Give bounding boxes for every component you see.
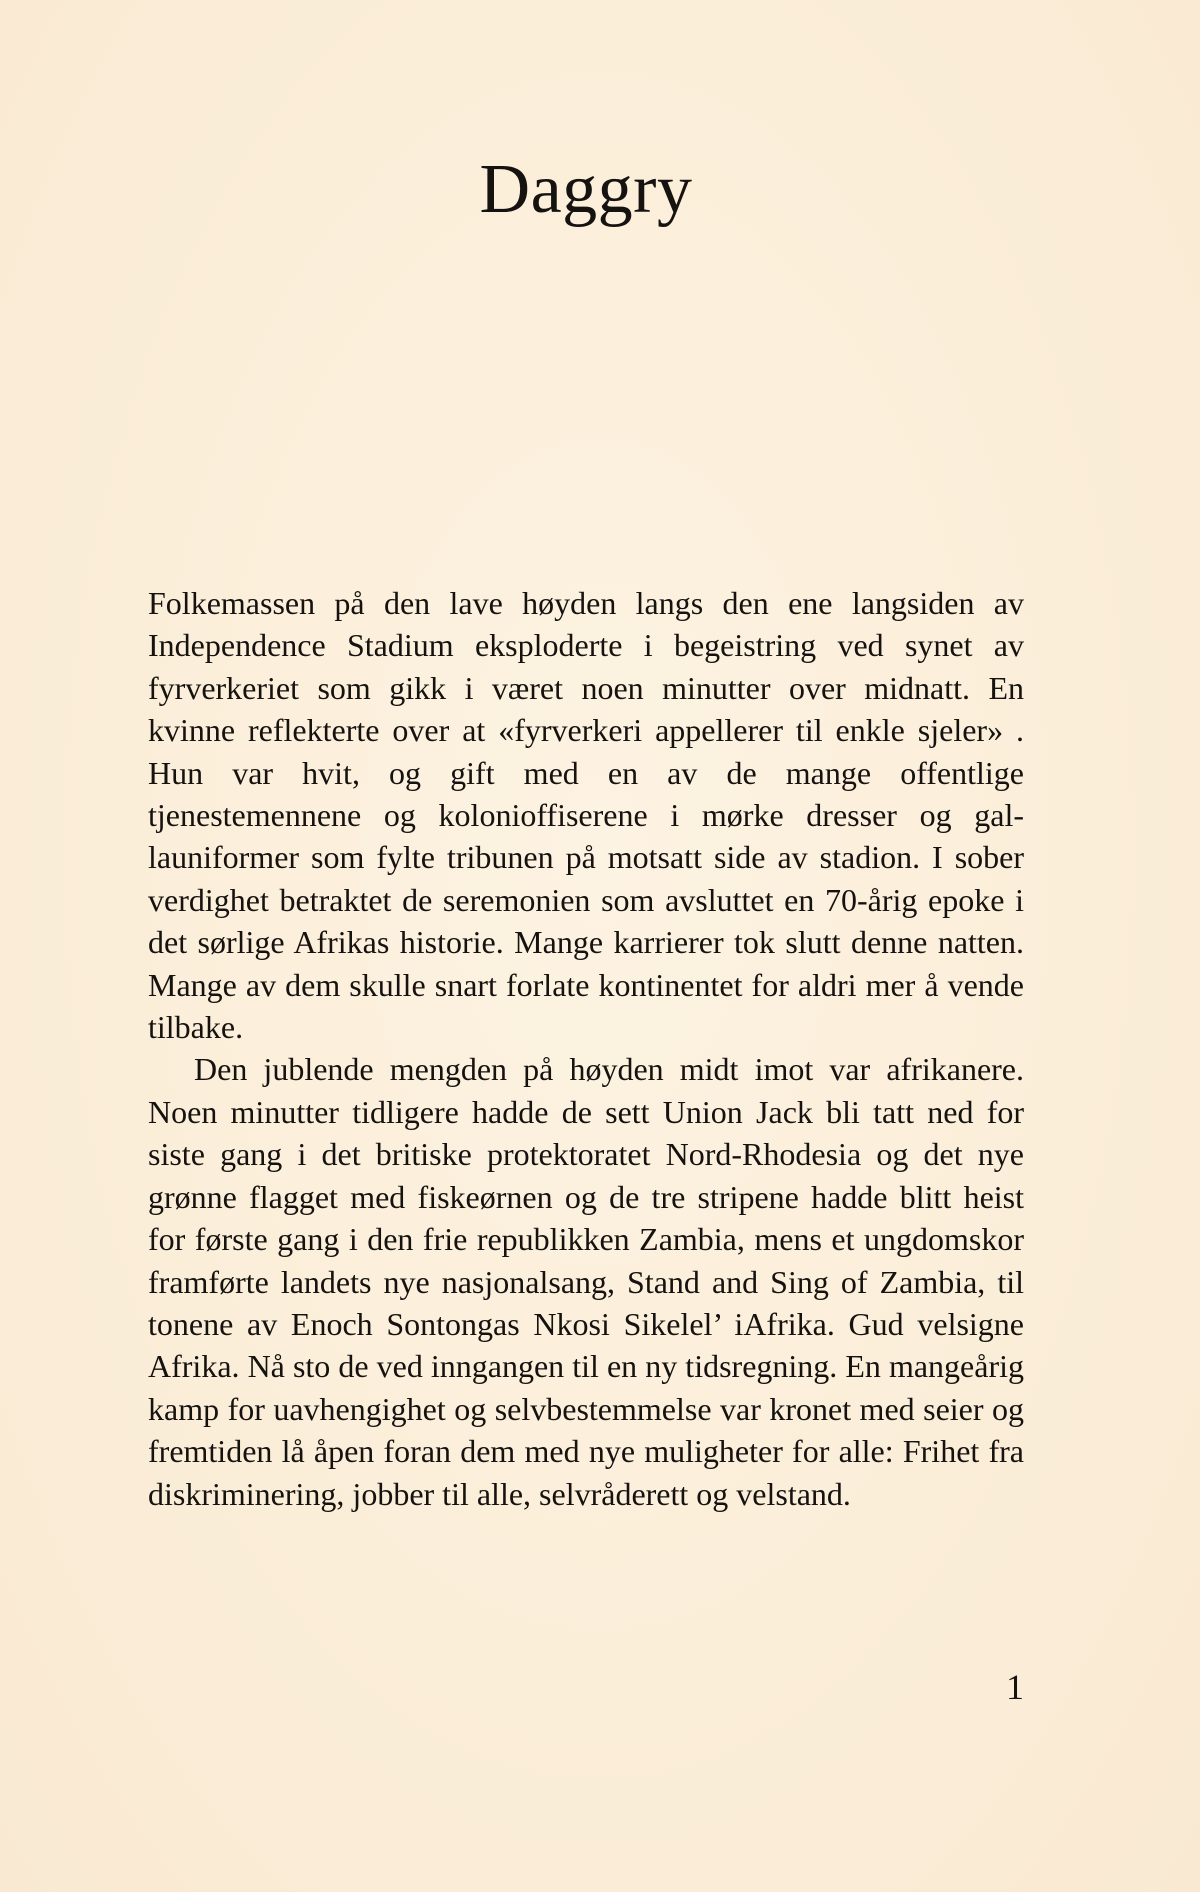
chapter-title: Daggry (479, 151, 693, 228)
body-text (148, 582, 1024, 1515)
paragraph-1: Folkemassen på den lave høyden langs den ene langsiden av Independence Stadium eksploderte i begeistring ved synet av fyrverkeriet som gikk i været noen minutter over midnatt. En kvinne reflekterte over at «fyrverkeri appellerer til enkle sjeler» . Hun var hvit, og gift med en av de mange offentlige tjenestemennene og kolonioffiserene i mørke dresser og gallauniformer som fylte tribunen på motsatt side av stadion. I sober verdighet betraktet de seremonien som avsluttet en 70-årig epoke i det sørlige Afrikas historie. Mange karrierer tok slutt denne natten. Mange av dem skulle snart forlate kontinentet for aldri mer å vende tilbake. (148, 585, 1024, 1046)
page-number: 1 (1006, 1667, 1024, 1707)
paragraph-2: Den jublende mengden på høyden midt imot var afrikanere. Noen minutter tidligere hadde de sett Union Jack bli tatt ned for siste gang i det britiske protektoratet Nord-Rhodesia og det nye grønne flagget med fiskeørnen og de tre stripene hadde blitt heist for første gang i den frie republikken Zambia, mens et ungdomskor framførte landets nye nasjonalsang, Stand and Sing of Zambia, til tonene av Enoch Sontongas Nkosi Sikelel’ iAfrika. Gud velsigne Afrika. Nå sto de ved inngangen til en ny tidsregning. En mangeårig kamp for uavhengighet og selvbestemmelse var kronet med seier og fremtiden lå åpen foran dem med nye muligheter for alle: Frihet fra diskriminering, jobber til alle, selvråderett og velstand. (148, 1051, 1024, 1512)
